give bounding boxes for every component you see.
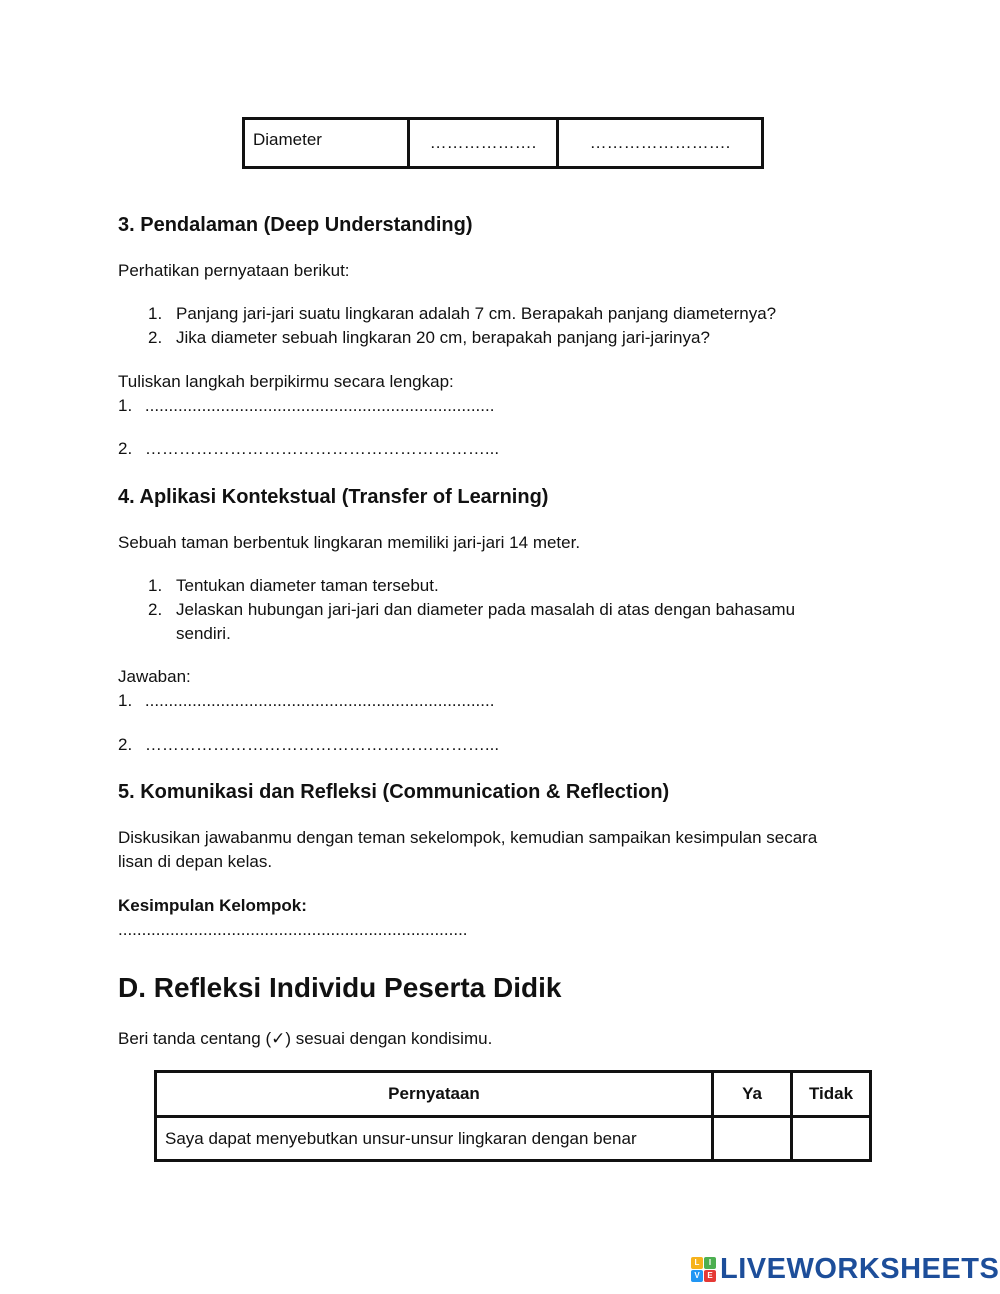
list-number: 2. (148, 328, 163, 347)
answer-line-2[interactable] (118, 437, 499, 461)
answer-number: 2. (118, 735, 133, 754)
tidak-checkbox-cell[interactable] (792, 1117, 871, 1161)
question-text: Panjang jari-jari suatu lingkaran adalah 7 cm. Berapakah panjang diameternya? (176, 304, 777, 323)
section-5-text-line-2: lisan di depan kelas. (118, 852, 273, 871)
section-d-instruction: Beri tanda centang (✓) sesuai dengan kondisimu. (118, 1029, 493, 1048)
section-3-intro: Perhatikan pernyataan berikut: (118, 261, 350, 280)
logo-mark-letter: L (691, 1257, 703, 1269)
answer-blank[interactable]: ……………………………………………………... (144, 735, 500, 754)
answer-line-1[interactable] (118, 689, 494, 713)
list-item (118, 598, 795, 646)
list-item (118, 302, 776, 326)
logo-mark-letter: I (704, 1257, 716, 1269)
answer-line-2[interactable] (118, 733, 499, 757)
question-text: Jelaskan hubungan jari-jari dan diameter pada masalah di atas dengan bahasamu (176, 600, 796, 619)
section-3-heading: 3. Pendalaman (Deep Understanding) (118, 214, 473, 236)
list-number: 1. (148, 304, 163, 323)
section-3-questions (118, 302, 776, 350)
logo-mark-letter: V (691, 1270, 703, 1282)
section-5-heading: 5. Komunikasi dan Refleksi (Communication & Reflection) (118, 781, 670, 803)
measurement-table (242, 117, 764, 169)
logo-text: LIVEWORKSHEETS (720, 1253, 1000, 1285)
table-header-row (156, 1072, 871, 1117)
list-number: 2. (148, 600, 163, 619)
logo-mark-letter: E (704, 1270, 716, 1282)
answer-number: 1. (118, 396, 133, 415)
blank-cell[interactable]: ……………………. (558, 119, 763, 168)
list-number: 1. (148, 576, 163, 595)
question-text-continued: sendiri. (176, 624, 231, 643)
section-3-prompt: Tuliskan langkah berpikirmu secara lengkap: (118, 372, 454, 391)
list-item (118, 574, 795, 598)
answer-blank[interactable]: .......................................................................... (144, 691, 495, 710)
blank-cell[interactable]: ………………. (409, 119, 558, 168)
conclusion-label: Kesimpulan Kelompok: (118, 896, 307, 915)
ya-checkbox-cell[interactable] (713, 1117, 792, 1161)
table-row (156, 1117, 871, 1161)
answer-line-1[interactable] (118, 394, 494, 418)
conclusion-blank[interactable]: .......................................................................... (118, 920, 468, 939)
section-4-questions (118, 574, 795, 646)
table-row (244, 119, 763, 168)
question-text: Tentukan diameter taman tersebut. (176, 576, 439, 595)
answer-number: 1. (118, 691, 133, 710)
section-d-heading: D. Refleksi Individu Peserta Didik (118, 972, 562, 1003)
answer-blank[interactable]: .......................................................................... (144, 396, 495, 415)
header-ya: Ya (713, 1072, 792, 1117)
section-5-text-line-1: Diskusikan jawabanmu dengan teman sekelompok, kemudian sampaikan kesimpulan secara (118, 828, 818, 847)
liveworksheets-logo (691, 1252, 999, 1286)
answer-number: 2. (118, 439, 133, 458)
header-tidak: Tidak (792, 1072, 871, 1117)
logo-mark-icon (691, 1257, 716, 1282)
section-4-heading: 4. Aplikasi Kontekstual (Transfer of Learning) (118, 486, 549, 508)
section-4-prompt: Jawaban: (118, 667, 191, 686)
header-pernyataan: Pernyataan (156, 1072, 713, 1117)
list-item (118, 326, 776, 350)
question-text: Jika diameter sebuah lingkaran 20 cm, berapakah panjang jari-jarinya? (176, 328, 710, 347)
section-4-intro: Sebuah taman berbentuk lingkaran memiliki jari-jari 14 meter. (118, 533, 581, 552)
row-label-diameter: Diameter (244, 119, 409, 168)
reflection-table (154, 1070, 872, 1162)
answer-blank[interactable]: ……………………………………………………... (144, 439, 500, 458)
statement-cell: Saya dapat menyebutkan unsur-unsur lingkaran dengan benar (156, 1117, 713, 1161)
